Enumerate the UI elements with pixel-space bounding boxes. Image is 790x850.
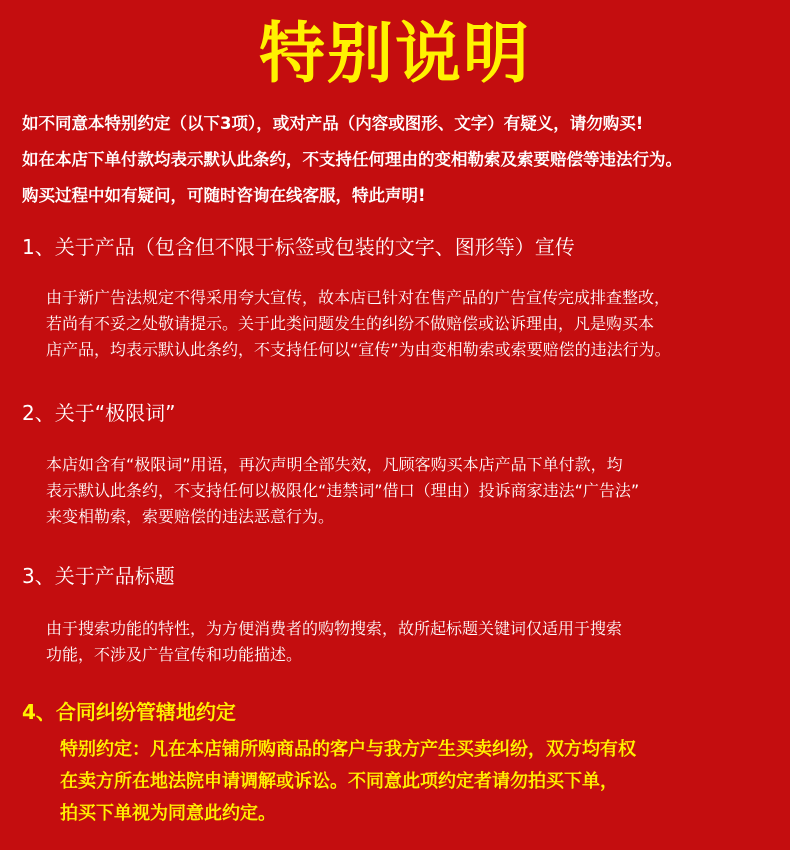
intro-line: 如在本店下单付款均表示默认此条约，不支持任何理由的变相勒索及索要赔偿等违法行为。 [22, 150, 682, 169]
intro-line: 购买过程中如有疑问，可随时咨询在线客服，特此声明! [22, 186, 426, 205]
page-title: 特别说明 [259, 15, 531, 92]
section-heading-product-title: 3、关于产品标题 [22, 564, 175, 588]
section-line: 拍买下单视为同意此约定。 [60, 803, 276, 824]
section-body-product-title [46, 616, 786, 668]
section-line: 特别约定：凡在本店铺所购商品的客户与我方产生买卖纠纷，双方均有权 [60, 739, 636, 760]
section-line: 由于新广告法规定不得采用夸大宣传，故本店已针对在售产品的广告宣传完成排查整改， [46, 288, 671, 307]
section-line: 若尚有不妥之处敬请提示。关于此类问题发生的纠纷不做赔偿或讼诉理由，凡是购买本 [46, 314, 655, 333]
section-line: 本店如含有“极限词”用语，再次声明全部失效，凡顾客购买本店产品下单付款，均 [46, 455, 623, 474]
section-body-jurisdiction [60, 734, 790, 830]
section-body-product-promotion [46, 285, 786, 363]
section-heading-jurisdiction: 4、合同纠纷管辖地约定 [22, 700, 236, 724]
section-line: 在卖方所在地法院申请调解或诉讼。不同意此项约定者请勿拍买下单， [60, 771, 618, 792]
section-line: 店产品，均表示默认此条约，不支持任何以“宣传”为由变相勒索或索要赔偿的违法行为。 [46, 340, 671, 359]
intro-line: 如不同意本特别约定（以下3项），或对产品（内容或图形、文字）有疑义，请勿购买! [22, 114, 644, 133]
section-body-extreme-words [46, 452, 786, 530]
section-line: 功能，不涉及广告宣传和功能描述。 [46, 645, 303, 664]
section-heading-extreme-words: 2、关于“极限词” [22, 401, 176, 425]
section-line: 由于搜索功能的特性，为方便消费者的购物搜索，故所起标题关键词仅适用于搜索 [46, 619, 623, 638]
intro-block [22, 106, 782, 214]
section-line: 表示默认此条约，不支持任何以极限化“违禁词”借口（理由）投诉商家违法“广告法” [46, 481, 640, 500]
section-line: 来变相勒索，索要赔偿的违法恶意行为。 [46, 507, 335, 526]
section-heading-product-promotion: 1、关于产品（包含但不限于标签或包装的文字、图形等）宣传 [22, 235, 575, 259]
